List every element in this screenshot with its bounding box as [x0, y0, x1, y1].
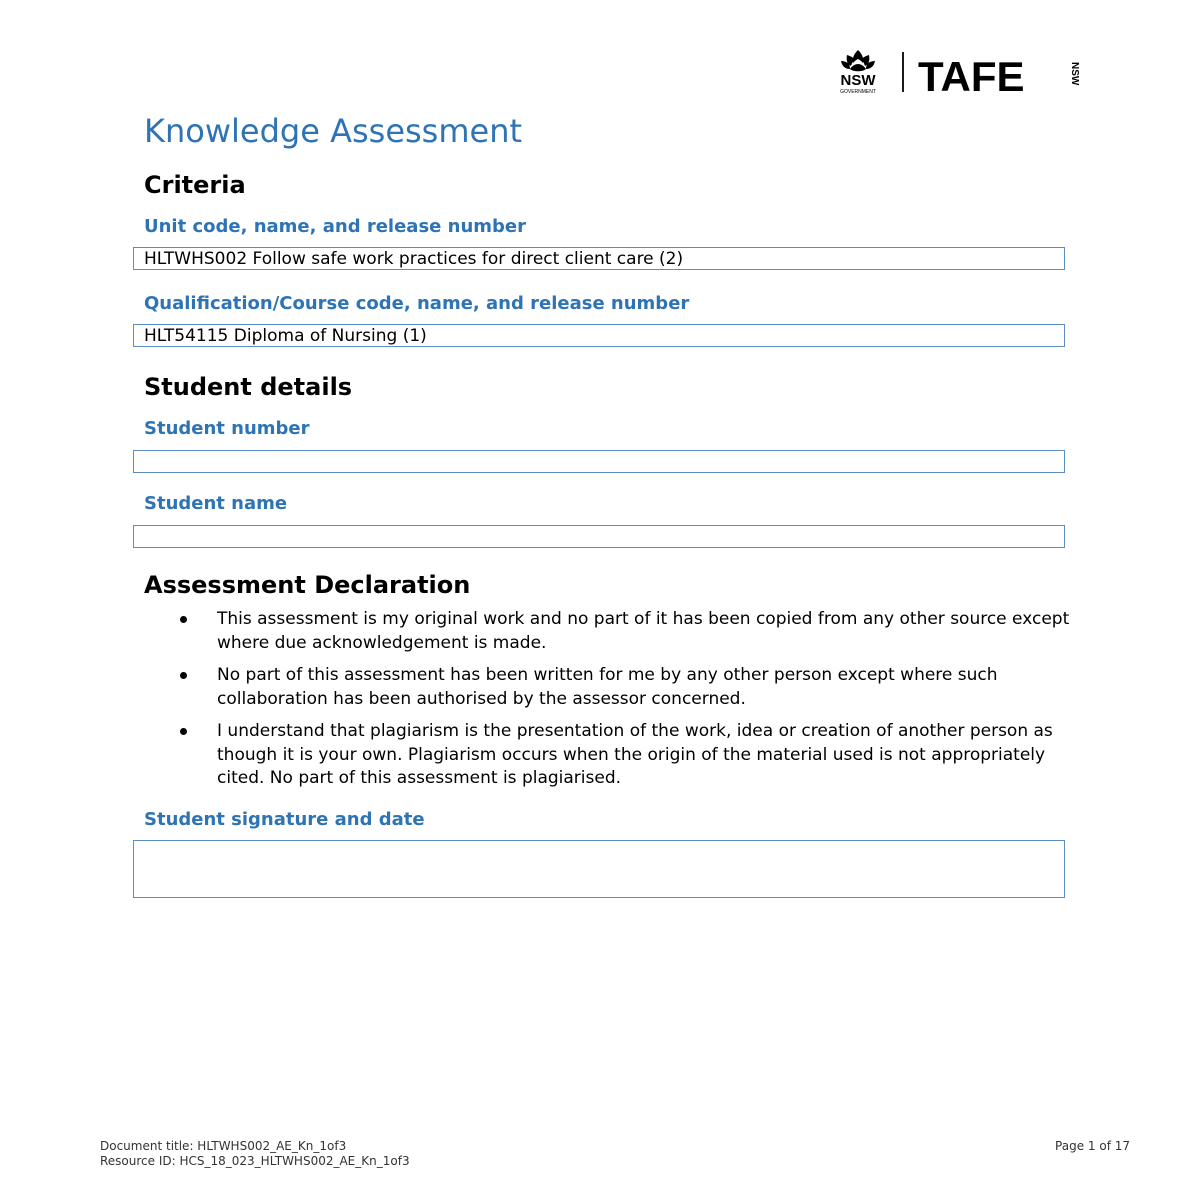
nsw-logo-text: NSW [840, 72, 876, 89]
footer-page-number: Page 1 of 17 [1055, 1139, 1130, 1153]
footer-document-title: Document title: HLTWHS002_AE_Kn_1of3 [100, 1139, 347, 1153]
tafe-logo-subtext: NSW [1069, 62, 1080, 86]
page-title: Knowledge Assessment [144, 112, 523, 150]
unit-field[interactable]: HLTWHS002 Follow safe work practices for direct client care (2) [133, 247, 1065, 270]
student-name-label: Student name [144, 493, 288, 514]
criteria-heading: Criteria [144, 171, 246, 199]
nsw-government-logo [828, 48, 888, 96]
declaration-item-text: I understand that plagiarism is the presentation of the work, idea or creation of another person as though it is your own. Plagiarism occurs when the origin of the material used is not appropriately cited. No part of this assessment is plagiarised. [217, 721, 1053, 788]
assessment-declaration-heading: Assessment Declaration [144, 571, 471, 599]
declaration-item-text: This assessment is my original work and no part of it has been copied from any other source except where due acknowledgement is made. [217, 609, 1070, 653]
signature-label: Student signature and date [144, 809, 425, 830]
footer-resource-id: Resource ID: HCS_18_023_HLTWHS002_AE_Kn_1of3 [100, 1154, 410, 1168]
declaration-item [176, 608, 1076, 655]
student-name-field[interactable] [133, 525, 1065, 548]
qualification-label: Qualification/Course code, name, and release number [144, 293, 690, 314]
tafe-nsw-logo [918, 52, 1088, 96]
declaration-item [176, 720, 1076, 791]
nsw-logo-subtext: GOVERNMENT [840, 89, 876, 95]
unit-label: Unit code, name, and release number [144, 216, 526, 237]
student-details-heading: Student details [144, 373, 353, 401]
bullet-icon [180, 672, 187, 679]
tafe-logo-text: TAFE [918, 53, 1025, 96]
declaration-item [176, 664, 1076, 711]
logo-divider [902, 52, 904, 92]
qualification-field[interactable]: HLT54115 Diploma of Nursing (1) [133, 324, 1065, 347]
declaration-item-text: No part of this assessment has been written for me by any other person except where such collaboration has been authorised by the assessor concerned. [217, 665, 998, 709]
student-number-field[interactable] [133, 450, 1065, 473]
bullet-icon [180, 728, 187, 735]
declaration-list [176, 608, 1076, 800]
bullet-icon [180, 616, 187, 623]
waratah-icon [841, 50, 875, 71]
student-number-label: Student number [144, 418, 310, 439]
signature-field[interactable] [133, 840, 1065, 898]
